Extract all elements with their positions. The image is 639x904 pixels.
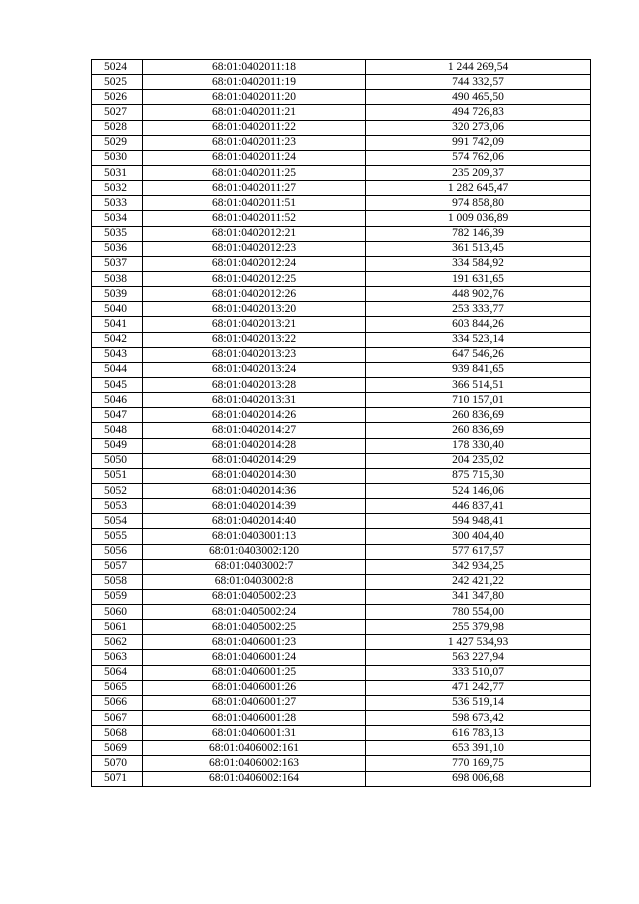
cadastral-value-cell: 603 844,26: [366, 317, 591, 332]
row-number-cell: 5068: [92, 726, 143, 741]
table-row: [92, 665, 591, 680]
row-number-cell: 5060: [92, 605, 143, 620]
cadastral-value-cell: 446 837,41: [366, 499, 591, 514]
cadastral-value-table: [91, 59, 591, 787]
cadastral-number-cell: 68:01:0402011:18: [143, 60, 366, 75]
row-number-cell: 5045: [92, 377, 143, 392]
cadastral-value-cell: 341 347,80: [366, 589, 591, 604]
cadastral-number-cell: 68:01:0402014:29: [143, 453, 366, 468]
cadastral-value-cell: 574 762,06: [366, 150, 591, 165]
cadastral-value-cell: 490 465,50: [366, 90, 591, 105]
cadastral-value-cell: 647 546,26: [366, 347, 591, 362]
cadastral-value-cell: 536 519,14: [366, 695, 591, 710]
cadastral-number-cell: 68:01:0402011:27: [143, 181, 366, 196]
row-number-cell: 5069: [92, 741, 143, 756]
cadastral-value-cell: 494 726,83: [366, 105, 591, 120]
cadastral-number-cell: 68:01:0406001:28: [143, 711, 366, 726]
cadastral-value-cell: 366 514,51: [366, 377, 591, 392]
cadastral-value-cell: 875 715,30: [366, 468, 591, 483]
cadastral-number-cell: 68:01:0402013:28: [143, 377, 366, 392]
row-number-cell: 5041: [92, 317, 143, 332]
row-number-cell: 5067: [92, 711, 143, 726]
cadastral-number-cell: 68:01:0405002:23: [143, 589, 366, 604]
cadastral-number-cell: 68:01:0405002:24: [143, 605, 366, 620]
cadastral-number-cell: 68:01:0402014:30: [143, 468, 366, 483]
table-row: [92, 120, 591, 135]
table-row: [92, 438, 591, 453]
cadastral-value-cell: 744 332,57: [366, 75, 591, 90]
cadastral-value-cell: 448 902,76: [366, 287, 591, 302]
cadastral-value-cell: 598 673,42: [366, 711, 591, 726]
cadastral-number-cell: 68:01:0402014:27: [143, 423, 366, 438]
cadastral-value-cell: 710 157,01: [366, 393, 591, 408]
cadastral-value-cell: 255 379,98: [366, 620, 591, 635]
table-row: [92, 574, 591, 589]
row-number-cell: 5061: [92, 620, 143, 635]
table-row: [92, 483, 591, 498]
row-number-cell: 5057: [92, 559, 143, 574]
table-row: [92, 711, 591, 726]
table-row: [92, 75, 591, 90]
cadastral-value-cell: 524 146,06: [366, 483, 591, 498]
table-row: [92, 559, 591, 574]
table-row: [92, 499, 591, 514]
row-number-cell: 5033: [92, 196, 143, 211]
row-number-cell: 5038: [92, 271, 143, 286]
row-number-cell: 5059: [92, 589, 143, 604]
row-number-cell: 5039: [92, 287, 143, 302]
cadastral-number-cell: 68:01:0402014:39: [143, 499, 366, 514]
table-row: [92, 756, 591, 771]
table-body: [92, 60, 591, 787]
cadastral-value-cell: 260 836,69: [366, 423, 591, 438]
table-row: [92, 105, 591, 120]
table-row: [92, 408, 591, 423]
cadastral-value-cell: 698 006,68: [366, 771, 591, 786]
table-row: [92, 529, 591, 544]
cadastral-value-cell: 253 333,77: [366, 302, 591, 317]
cadastral-number-cell: 68:01:0403002:8: [143, 574, 366, 589]
cadastral-value-cell: 342 934,25: [366, 559, 591, 574]
table-row: [92, 423, 591, 438]
cadastral-value-cell: 770 169,75: [366, 756, 591, 771]
row-number-cell: 5028: [92, 120, 143, 135]
table-row: [92, 680, 591, 695]
table-row: [92, 226, 591, 241]
cadastral-number-cell: 68:01:0406002:161: [143, 741, 366, 756]
cadastral-value-cell: 1 009 036,89: [366, 211, 591, 226]
row-number-cell: 5047: [92, 408, 143, 423]
cadastral-number-cell: 68:01:0406001:24: [143, 650, 366, 665]
cadastral-number-cell: 68:01:0402011:51: [143, 196, 366, 211]
table-row: [92, 468, 591, 483]
row-number-cell: 5066: [92, 695, 143, 710]
cadastral-number-cell: 68:01:0402012:26: [143, 287, 366, 302]
cadastral-value-cell: 782 146,39: [366, 226, 591, 241]
cadastral-value-cell: 1 427 534,93: [366, 635, 591, 650]
cadastral-number-cell: 68:01:0402013:22: [143, 332, 366, 347]
cadastral-number-cell: 68:01:0406001:23: [143, 635, 366, 650]
cadastral-number-cell: 68:01:0402013:20: [143, 302, 366, 317]
cadastral-value-cell: 320 273,06: [366, 120, 591, 135]
cadastral-number-cell: 68:01:0402014:40: [143, 514, 366, 529]
cadastral-number-cell: 68:01:0406001:26: [143, 680, 366, 695]
cadastral-number-cell: 68:01:0406002:163: [143, 756, 366, 771]
cadastral-number-cell: 68:01:0403002:120: [143, 544, 366, 559]
cadastral-value-cell: 939 841,65: [366, 362, 591, 377]
cadastral-value-cell: 260 836,69: [366, 408, 591, 423]
table-row: [92, 332, 591, 347]
cadastral-number-cell: 68:01:0402012:23: [143, 241, 366, 256]
row-number-cell: 5031: [92, 165, 143, 180]
table-row: [92, 347, 591, 362]
table-row: [92, 393, 591, 408]
table-row: [92, 377, 591, 392]
row-number-cell: 5027: [92, 105, 143, 120]
cadastral-value-cell: 333 510,07: [366, 665, 591, 680]
cadastral-value-cell: 242 421,22: [366, 574, 591, 589]
cadastral-value-cell: 334 523,14: [366, 332, 591, 347]
cadastral-number-cell: 68:01:0403002:7: [143, 559, 366, 574]
row-number-cell: 5048: [92, 423, 143, 438]
table-row: [92, 362, 591, 377]
cadastral-number-cell: 68:01:0403001:13: [143, 529, 366, 544]
table-row: [92, 181, 591, 196]
cadastral-value-cell: 616 783,13: [366, 726, 591, 741]
table-row: [92, 90, 591, 105]
row-number-cell: 5049: [92, 438, 143, 453]
table-row: [92, 302, 591, 317]
row-number-cell: 5056: [92, 544, 143, 559]
cadastral-number-cell: 68:01:0402013:31: [143, 393, 366, 408]
cadastral-number-cell: 68:01:0402011:25: [143, 165, 366, 180]
row-number-cell: 5035: [92, 226, 143, 241]
table-row: [92, 317, 591, 332]
cadastral-value-cell: 300 404,40: [366, 529, 591, 544]
table-row: [92, 695, 591, 710]
cadastral-number-cell: 68:01:0402011:19: [143, 75, 366, 90]
table-row: [92, 287, 591, 302]
table-row: [92, 771, 591, 786]
cadastral-number-cell: 68:01:0406001:27: [143, 695, 366, 710]
cadastral-value-cell: 361 513,45: [366, 241, 591, 256]
row-number-cell: 5034: [92, 211, 143, 226]
cadastral-value-cell: 577 617,57: [366, 544, 591, 559]
row-number-cell: 5054: [92, 514, 143, 529]
row-number-cell: 5050: [92, 453, 143, 468]
cadastral-number-cell: 68:01:0402011:22: [143, 120, 366, 135]
cadastral-number-cell: 68:01:0406001:31: [143, 726, 366, 741]
row-number-cell: 5040: [92, 302, 143, 317]
row-number-cell: 5030: [92, 150, 143, 165]
cadastral-value-cell: 991 742,09: [366, 135, 591, 150]
row-number-cell: 5062: [92, 635, 143, 650]
cadastral-number-cell: 68:01:0402012:24: [143, 256, 366, 271]
table-row: [92, 165, 591, 180]
cadastral-value-cell: 653 391,10: [366, 741, 591, 756]
cadastral-value-cell: 974 858,80: [366, 196, 591, 211]
row-number-cell: 5053: [92, 499, 143, 514]
cadastral-value-cell: 1 244 269,54: [366, 60, 591, 75]
cadastral-value-cell: 594 948,41: [366, 514, 591, 529]
table-row: [92, 620, 591, 635]
cadastral-number-cell: 68:01:0402014:26: [143, 408, 366, 423]
table-row: [92, 605, 591, 620]
row-number-cell: 5024: [92, 60, 143, 75]
cadastral-number-cell: 68:01:0406002:164: [143, 771, 366, 786]
cadastral-value-cell: 204 235,02: [366, 453, 591, 468]
table-row: [92, 60, 591, 75]
cadastral-number-cell: 68:01:0402011:23: [143, 135, 366, 150]
cadastral-number-cell: 68:01:0402012:21: [143, 226, 366, 241]
cadastral-number-cell: 68:01:0406001:25: [143, 665, 366, 680]
row-number-cell: 5070: [92, 756, 143, 771]
cadastral-value-cell: 471 242,77: [366, 680, 591, 695]
cadastral-value-cell: 178 330,40: [366, 438, 591, 453]
row-number-cell: 5026: [92, 90, 143, 105]
cadastral-value-cell: 1 282 645,47: [366, 181, 591, 196]
cadastral-value-cell: 780 554,00: [366, 605, 591, 620]
cadastral-number-cell: 68:01:0402014:28: [143, 438, 366, 453]
cadastral-number-cell: 68:01:0402011:52: [143, 211, 366, 226]
cadastral-number-cell: 68:01:0402013:23: [143, 347, 366, 362]
cadastral-number-cell: 68:01:0402011:24: [143, 150, 366, 165]
row-number-cell: 5043: [92, 347, 143, 362]
cadastral-number-cell: 68:01:0405002:25: [143, 620, 366, 635]
table-row: [92, 241, 591, 256]
table-row: [92, 544, 591, 559]
row-number-cell: 5071: [92, 771, 143, 786]
row-number-cell: 5037: [92, 256, 143, 271]
row-number-cell: 5055: [92, 529, 143, 544]
row-number-cell: 5046: [92, 393, 143, 408]
cadastral-value-cell: 191 631,65: [366, 271, 591, 286]
row-number-cell: 5052: [92, 483, 143, 498]
row-number-cell: 5042: [92, 332, 143, 347]
table-row: [92, 256, 591, 271]
table-row: [92, 726, 591, 741]
table-row: [92, 589, 591, 604]
cadastral-number-cell: 68:01:0402013:24: [143, 362, 366, 377]
cadastral-number-cell: 68:01:0402014:36: [143, 483, 366, 498]
row-number-cell: 5058: [92, 574, 143, 589]
row-number-cell: 5025: [92, 75, 143, 90]
row-number-cell: 5029: [92, 135, 143, 150]
cadastral-value-cell: 563 227,94: [366, 650, 591, 665]
row-number-cell: 5065: [92, 680, 143, 695]
row-number-cell: 5064: [92, 665, 143, 680]
cadastral-number-cell: 68:01:0402011:21: [143, 105, 366, 120]
cadastral-value-cell: 334 584,92: [366, 256, 591, 271]
row-number-cell: 5063: [92, 650, 143, 665]
table-row: [92, 135, 591, 150]
table-row: [92, 741, 591, 756]
table-row: [92, 150, 591, 165]
table-row: [92, 211, 591, 226]
cadastral-number-cell: 68:01:0402011:20: [143, 90, 366, 105]
cadastral-number-cell: 68:01:0402013:21: [143, 317, 366, 332]
row-number-cell: 5036: [92, 241, 143, 256]
table-row: [92, 196, 591, 211]
table-row: [92, 514, 591, 529]
table-row: [92, 271, 591, 286]
cadastral-value-cell: 235 209,37: [366, 165, 591, 180]
table-row: [92, 635, 591, 650]
row-number-cell: 5051: [92, 468, 143, 483]
table-row: [92, 650, 591, 665]
table-row: [92, 453, 591, 468]
row-number-cell: 5044: [92, 362, 143, 377]
row-number-cell: 5032: [92, 181, 143, 196]
cadastral-number-cell: 68:01:0402012:25: [143, 271, 366, 286]
